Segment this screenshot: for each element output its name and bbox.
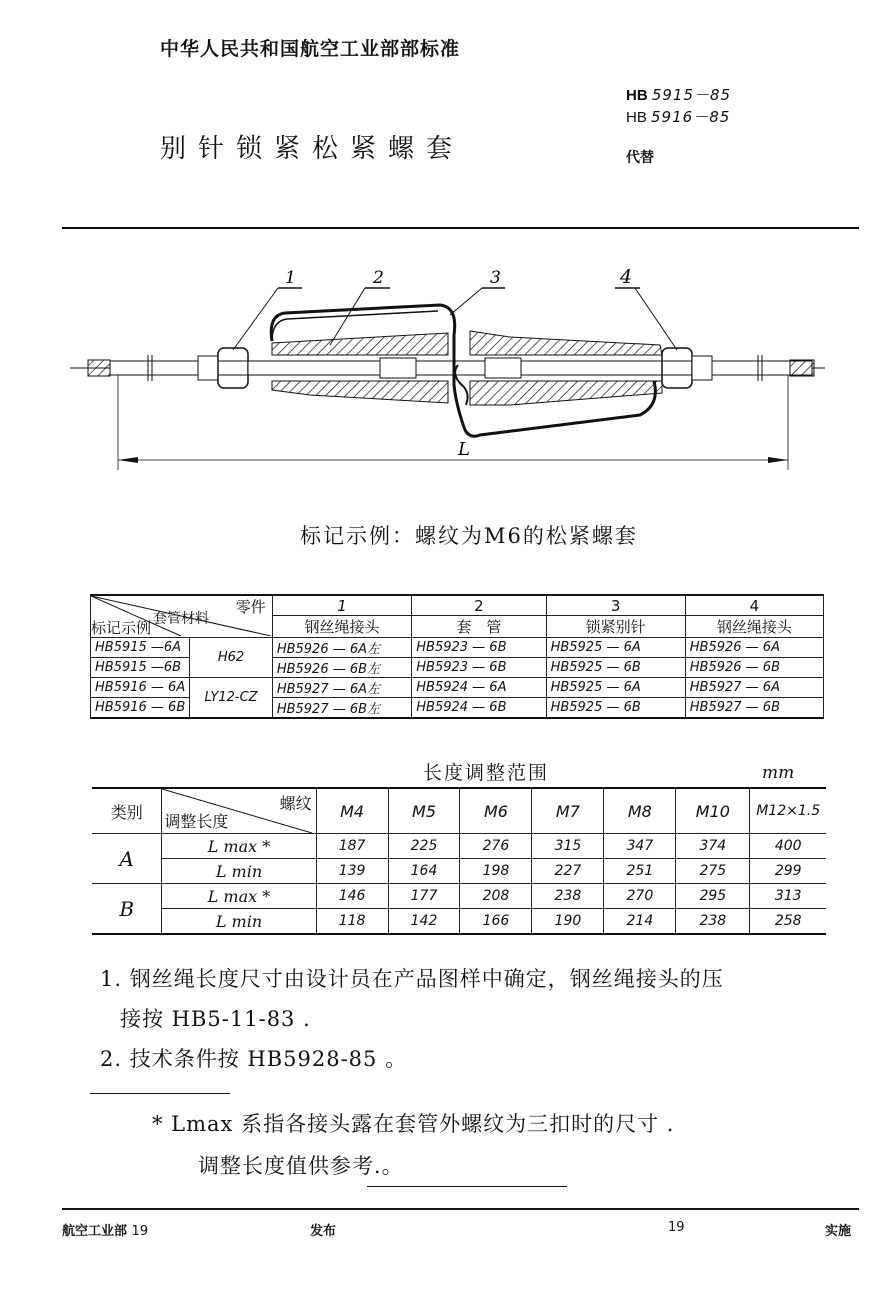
- part-number-2: 2: [412, 595, 546, 616]
- value-cell: 177: [388, 884, 460, 909]
- corner-label-part: 零件: [235, 598, 266, 616]
- table-row: [92, 834, 826, 859]
- part2-cell: HB5923 — 6B: [412, 638, 546, 658]
- parts-table-corner-header: [91, 595, 273, 638]
- category-header: 类别: [92, 788, 162, 834]
- footnote-underline: [367, 1186, 567, 1187]
- value-cell: 400: [750, 834, 826, 859]
- value-cell: 347: [604, 834, 676, 859]
- part2-cell: HB5923 — 6B: [412, 658, 546, 678]
- part1-cell: HB5927 — 6A左: [272, 678, 411, 698]
- part4-cell: HB5926 — 6A: [685, 638, 823, 658]
- material-cell: H62: [190, 638, 273, 678]
- note-1-line-2: 接按 HB5-11-83 .: [120, 1007, 311, 1031]
- marking-cell: HB5915 —6B: [91, 658, 190, 678]
- footer-issuer: 航空工业部 19: [62, 1224, 149, 1239]
- thread-header: M6: [460, 788, 532, 834]
- marking-cell: HB5915 —6A: [91, 638, 190, 658]
- range-table-title: 长度调整范围: [423, 762, 550, 784]
- part-name-1: 钢丝绳接头: [272, 616, 411, 638]
- category-cell: B: [92, 884, 162, 935]
- part-label-4: 4: [620, 266, 633, 288]
- part3-cell: HB5925 — 6A: [546, 678, 685, 698]
- corner-label-thread: 螺纹: [279, 794, 312, 813]
- corner-label-material: 套管材料: [153, 611, 209, 627]
- part1-cell: HB5926 — 6B左: [272, 658, 411, 678]
- footer-effective-label: 实施: [825, 1224, 852, 1239]
- value-cell: 299: [750, 859, 826, 884]
- part4-cell: HB5927 — 6A: [685, 678, 823, 698]
- part4-cell: HB5927 — 6B: [685, 698, 823, 719]
- replaces-label: 代替: [626, 150, 654, 166]
- marking-cell: HB5916 — 6B: [91, 698, 190, 719]
- part-number-3: 3: [546, 595, 685, 616]
- thread-header: M8: [604, 788, 676, 834]
- thread-header: M10: [676, 788, 750, 834]
- part1-cell: HB5926 — 6A左: [272, 638, 411, 658]
- value-cell: 139: [316, 859, 388, 884]
- value-cell: 238: [676, 909, 750, 935]
- length-label: L max *: [162, 884, 316, 909]
- part-name-4: 钢丝绳接头: [685, 616, 823, 638]
- part-name-2: 套 管: [412, 616, 546, 638]
- dimension-label-L: L: [458, 439, 470, 460]
- part-label-3: 3: [490, 268, 501, 288]
- length-label: L min: [162, 859, 316, 884]
- material-cell: LY12-CZ: [190, 678, 273, 719]
- value-cell: 270: [604, 884, 676, 909]
- value-cell: 251: [604, 859, 676, 884]
- table-row: [92, 909, 826, 935]
- value-cell: 118: [316, 909, 388, 935]
- header-divider: [62, 227, 859, 229]
- corner-label-adjust-length: 调整长度: [164, 812, 229, 831]
- part-label-1: 1: [285, 268, 296, 288]
- value-cell: 227: [532, 859, 604, 884]
- value-cell: 276: [460, 834, 532, 859]
- value-cell: 275: [676, 859, 750, 884]
- value-cell: 225: [388, 834, 460, 859]
- turnbuckle-drawing: [40, 255, 840, 485]
- table-row: [91, 678, 824, 698]
- table-row: [92, 859, 826, 884]
- thread-header: M12×1.5: [750, 788, 826, 834]
- value-cell: 295: [676, 884, 750, 909]
- value-cell: 374: [676, 834, 750, 859]
- part3-cell: HB5925 — 6B: [546, 658, 685, 678]
- part2-cell: HB5924 — 6A: [412, 678, 546, 698]
- thread-header: M7: [532, 788, 604, 834]
- standard-number-1: HB 5915－85: [626, 86, 732, 104]
- part-label-2: 2: [373, 268, 384, 288]
- part3-cell: HB5925 — 6B: [546, 698, 685, 719]
- value-cell: 198: [460, 859, 532, 884]
- table-row: [91, 638, 824, 658]
- value-cell: 313: [750, 884, 826, 909]
- value-cell: 164: [388, 859, 460, 884]
- value-cell: 214: [604, 909, 676, 935]
- part2-cell: HB5924 — 6B: [412, 698, 546, 719]
- value-cell: 238: [532, 884, 604, 909]
- thread-header: M5: [388, 788, 460, 834]
- footnote-line-2: 调整长度值供参考.。: [198, 1154, 404, 1178]
- value-cell: 208: [460, 884, 532, 909]
- thread-header: M4: [316, 788, 388, 834]
- document-title: 别针锁紧松紧螺套: [160, 134, 465, 164]
- value-cell: 142: [388, 909, 460, 935]
- note-2: 2. 技术条件按 HB5928-85 。: [100, 1047, 408, 1071]
- footer-divider: [62, 1208, 859, 1210]
- marking-example-caption: 标记示例：螺纹为M6的松紧螺套: [300, 524, 638, 548]
- value-cell: 258: [750, 909, 826, 935]
- length-label: L max *: [162, 834, 316, 859]
- issuing-organization: 中华人民共和国航空工业部部标准: [160, 38, 461, 60]
- footer-effective-year: 19: [668, 1220, 685, 1235]
- part-number-1: 1: [272, 595, 411, 616]
- part1-cell: HB5927 — 6B左: [272, 698, 411, 719]
- value-cell: 166: [460, 909, 532, 935]
- parts-table: [90, 594, 824, 719]
- standard-number-2: HB 5916－85: [626, 108, 731, 126]
- footer-issued-label: 发布: [310, 1224, 337, 1239]
- note-1-line-1: 1. 钢丝绳长度尺寸由设计员在产品图样中确定，钢丝绳接头的压: [100, 967, 724, 991]
- part4-cell: HB5926 — 6B: [685, 658, 823, 678]
- value-cell: 187: [316, 834, 388, 859]
- length-label: L min: [162, 909, 316, 935]
- range-table: [92, 787, 826, 935]
- part3-cell: HB5925 — 6A: [546, 638, 685, 658]
- category-cell: A: [92, 834, 162, 884]
- value-cell: 146: [316, 884, 388, 909]
- value-cell: 190: [532, 909, 604, 935]
- value-cell: 315: [532, 834, 604, 859]
- range-corner-header: [162, 788, 316, 834]
- footnote-separator: [90, 1093, 230, 1094]
- part-number-4: 4: [685, 595, 823, 616]
- range-table-unit: mm: [762, 763, 795, 783]
- table-row: [92, 884, 826, 909]
- footnote-line-1: * Lmax 系指各接头露在套管外螺纹为三扣时的尺寸 .: [152, 1112, 675, 1136]
- part-name-3: 锁紧别针: [546, 616, 685, 638]
- corner-label-marking: 标记示例: [91, 619, 152, 637]
- marking-cell: HB5916 — 6A: [91, 678, 190, 698]
